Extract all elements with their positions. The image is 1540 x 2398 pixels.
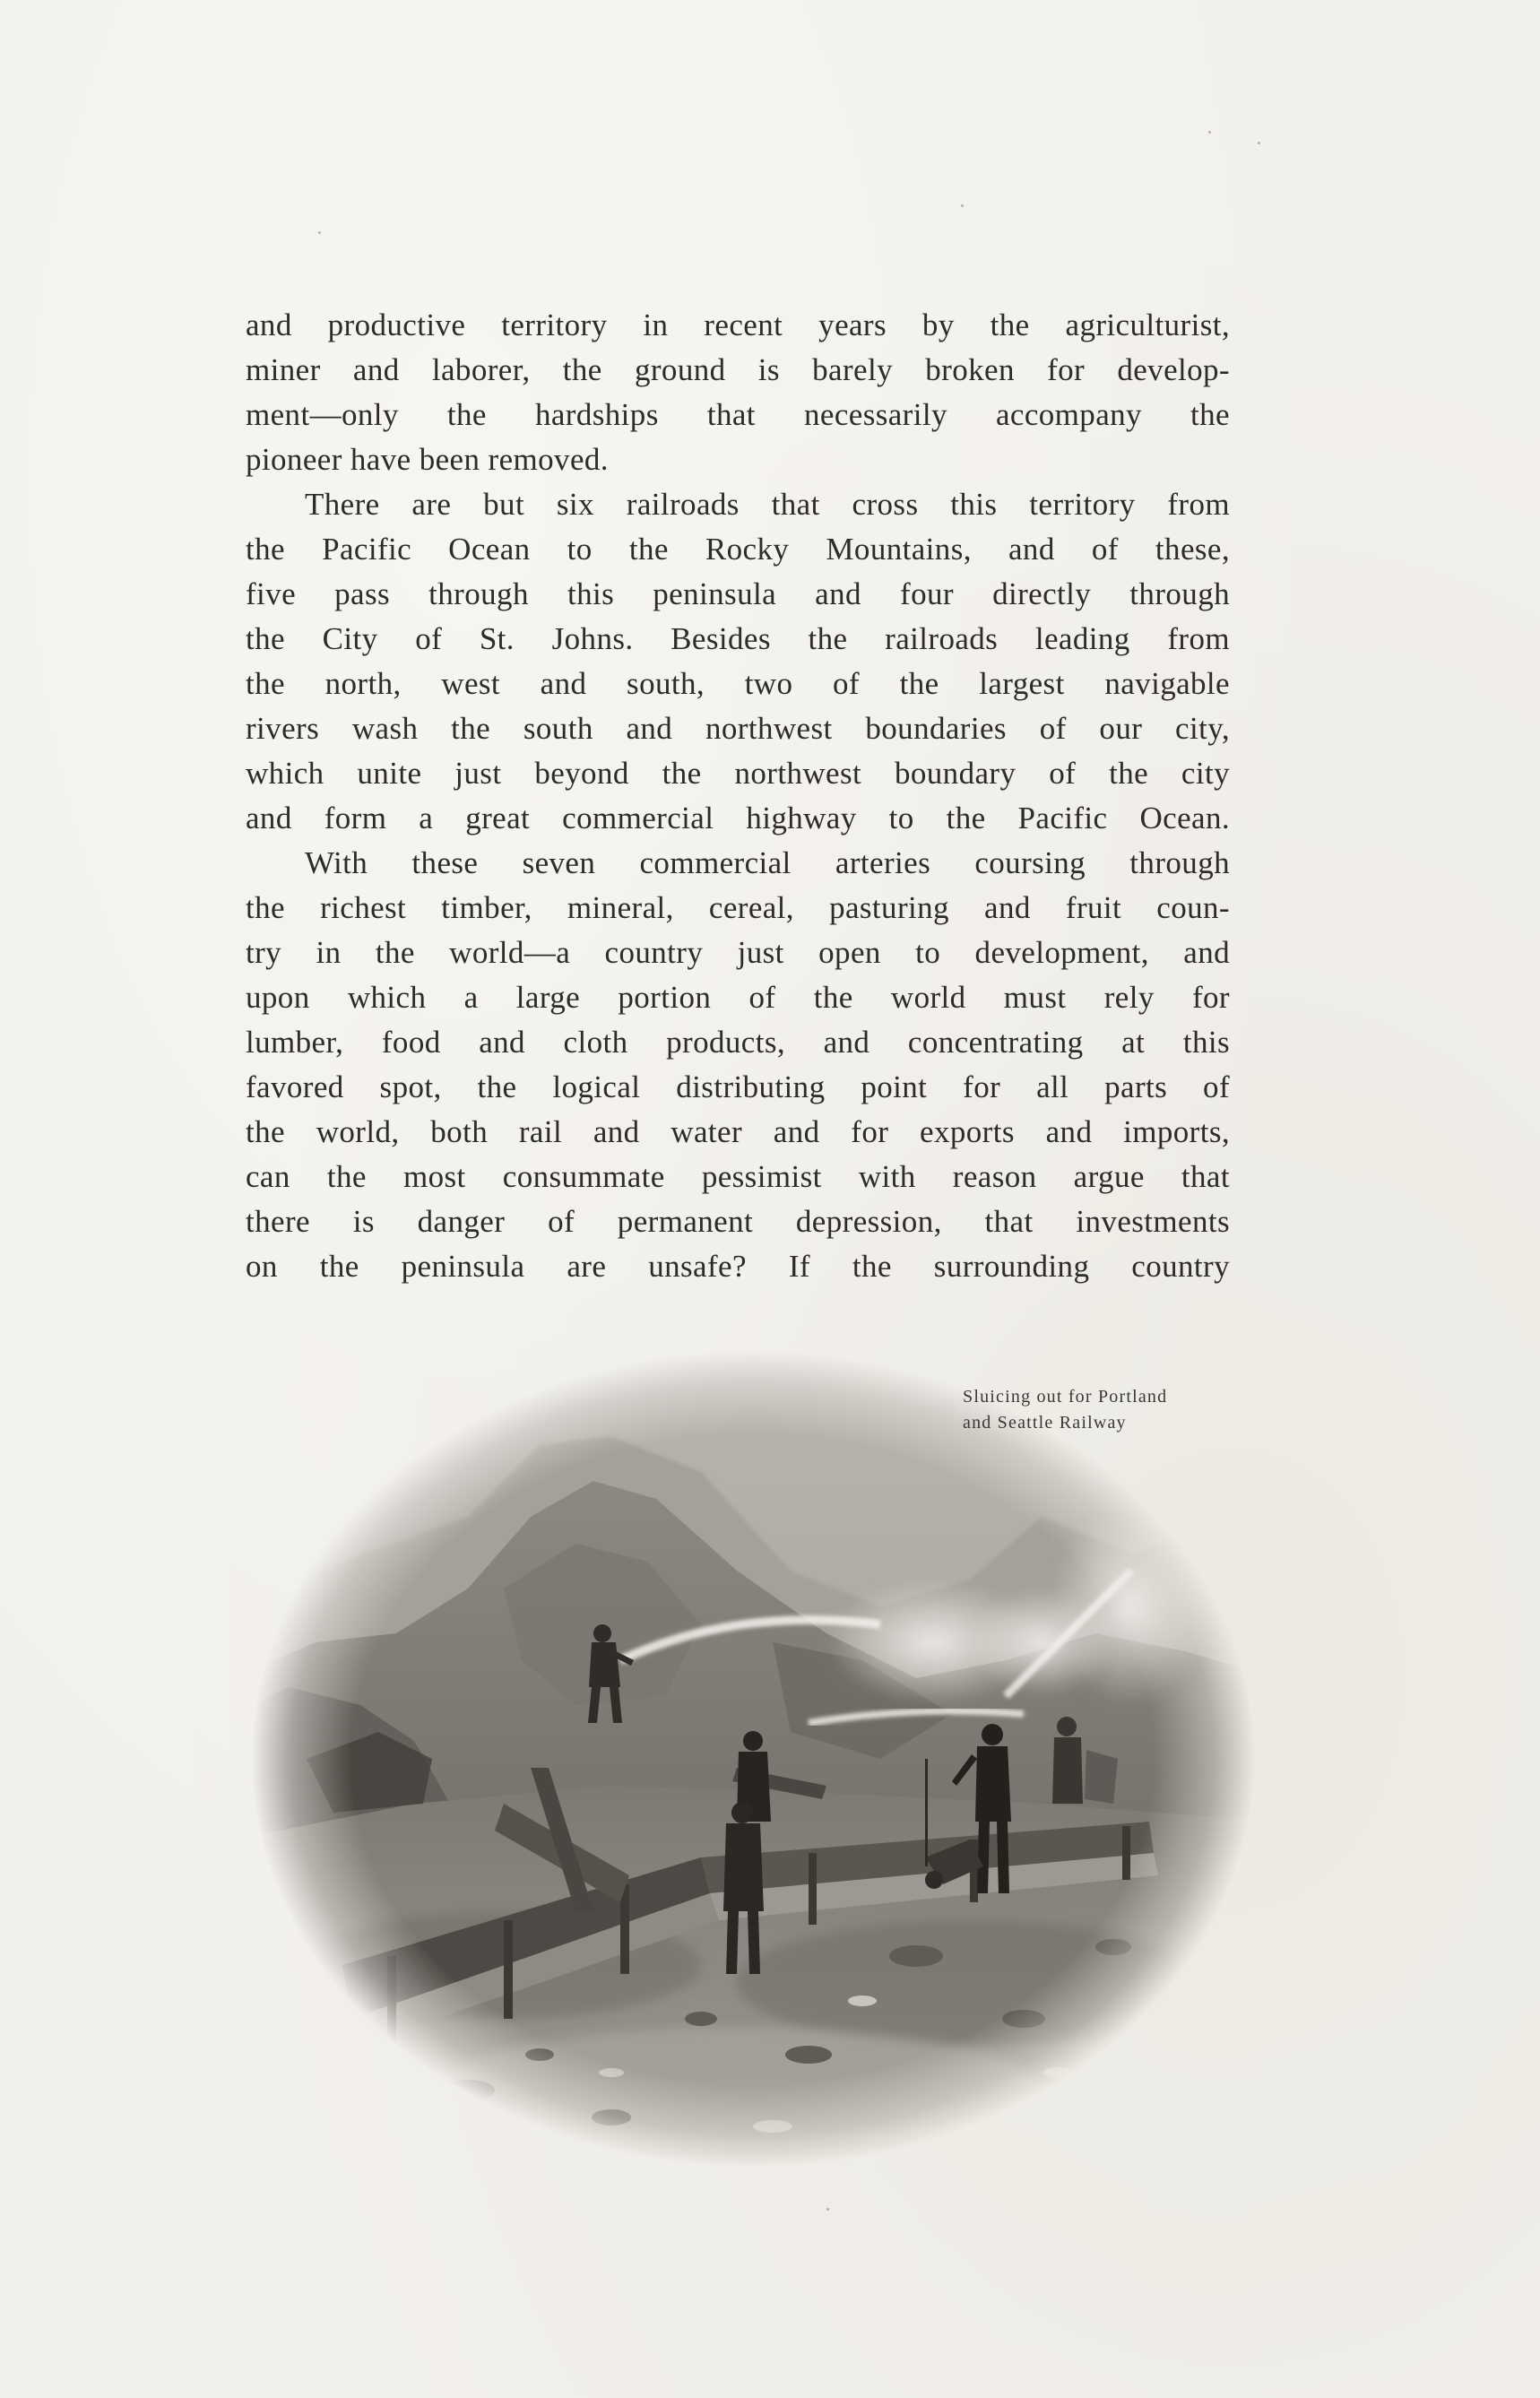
photo-illustration	[235, 1338, 1275, 2176]
text-line: lumber, food and cloth products, and concentrating at this	[246, 1025, 1230, 1060]
text-line: there is danger of permanent depression, that investments	[246, 1204, 1230, 1239]
paper-speck	[826, 2208, 829, 2211]
text-line: five pass through this peninsula and four directly through	[246, 576, 1230, 611]
paper-speck	[1208, 131, 1211, 134]
paper-speck	[318, 231, 321, 234]
text-line: can the most consummate pessimist with reason argue that	[246, 1159, 1230, 1194]
text-line: the north, west and south, two of the largest navigable	[246, 666, 1230, 701]
body-text	[246, 303, 1230, 1289]
text-line: and productive territory in recent years by the agriculturist,	[246, 307, 1230, 342]
text-line: which unite just beyond the northwest boundary of the city	[246, 756, 1230, 791]
text-line: favored spot, the logical distributing point for all parts of	[246, 1069, 1230, 1104]
text-line: try in the world—a country just open to development, and	[246, 935, 1230, 970]
paper-speck	[1258, 142, 1260, 144]
caption-line-2: and Seattle Railway	[963, 1413, 1127, 1433]
paper-speck	[961, 204, 964, 207]
photo-caption	[963, 1384, 1250, 1436]
text-line: There are but six railroads that cross this territory from	[305, 487, 1230, 522]
text-line: miner and laborer, the ground is barely broken for develop-	[246, 352, 1230, 387]
text-line: on the peninsula are unsafe? If the surrounding country	[246, 1249, 1230, 1284]
text-line: ment—only the hardships that necessarily accompany the	[246, 397, 1230, 432]
text-line: the Pacific Ocean to the Rocky Mountains, and of these,	[246, 532, 1230, 567]
photograph-sluicing	[235, 1338, 1275, 2176]
text-line: the City of St. Johns. Besides the railroads leading from	[246, 621, 1230, 656]
text-line: upon which a large portion of the world must rely for	[246, 980, 1230, 1015]
caption-line-1: Sluicing out for Portland	[963, 1387, 1168, 1407]
text-line: With these seven commercial arteries coursing through	[305, 845, 1230, 880]
text-line: pioneer have been removed.	[246, 442, 609, 477]
text-line: the richest timber, mineral, cereal, pasturing and fruit coun-	[246, 890, 1230, 925]
text-line: and form a great commercial highway to the Pacific Ocean.	[246, 801, 1230, 835]
text-line: rivers wash the south and northwest boundaries of our city,	[246, 711, 1230, 746]
text-line: the world, both rail and water and for exports and imports,	[246, 1114, 1230, 1149]
